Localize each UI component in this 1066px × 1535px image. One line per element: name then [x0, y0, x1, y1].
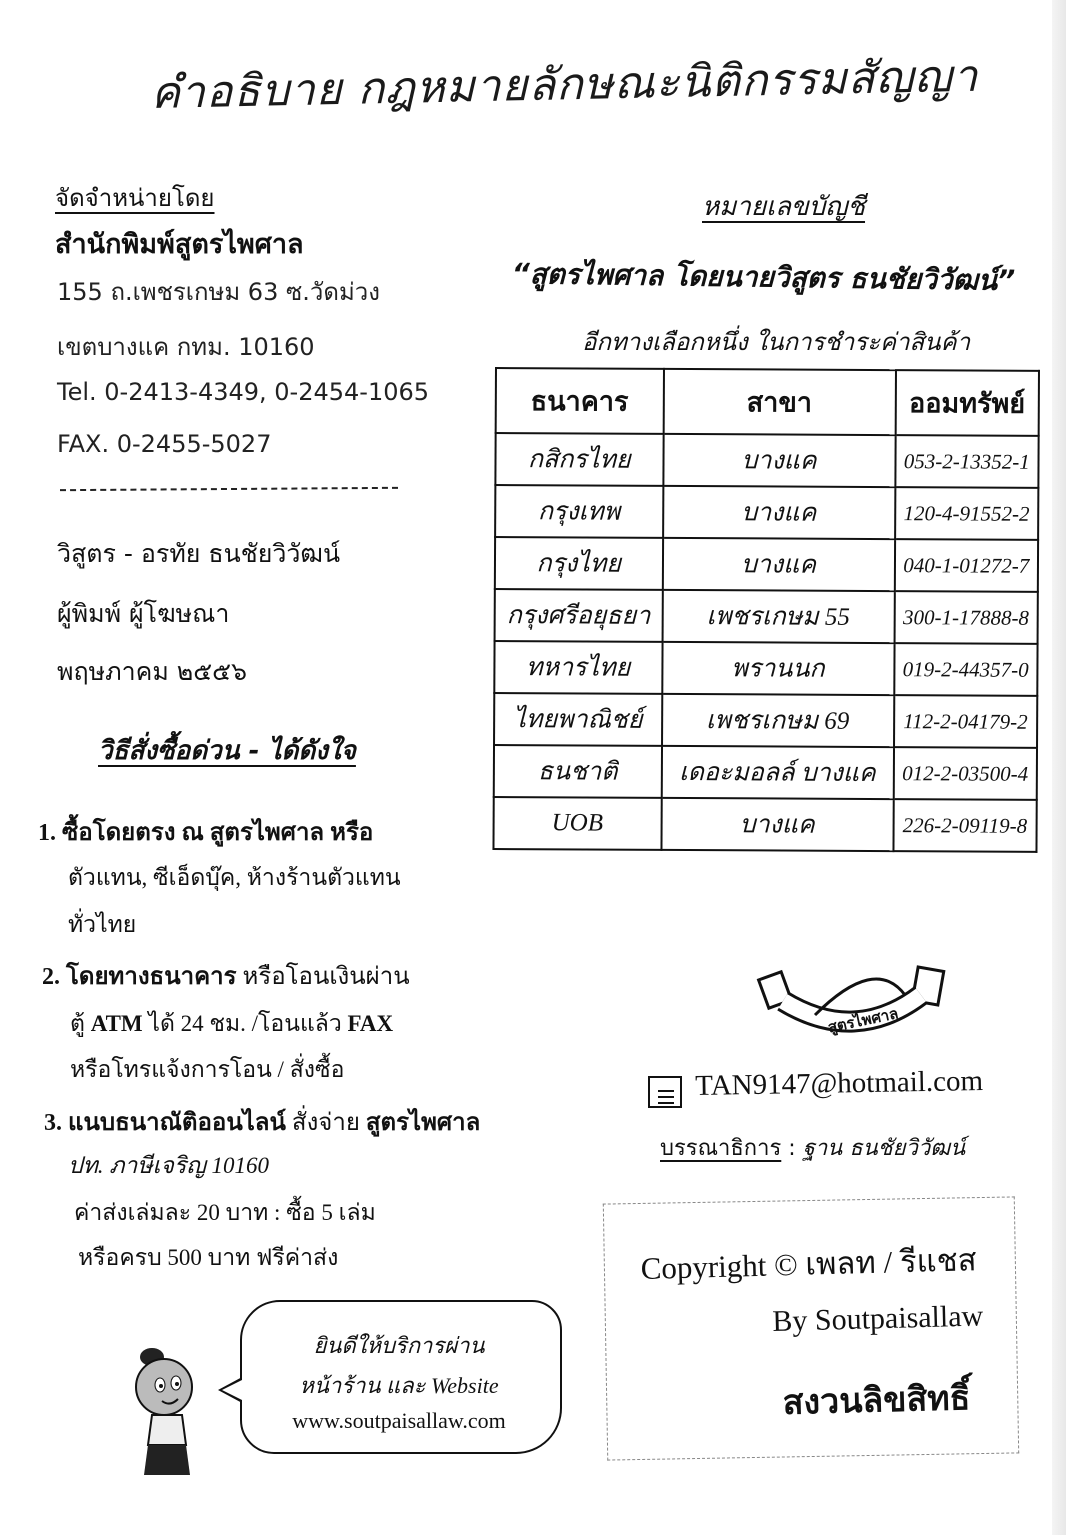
branch: พรานนก: [662, 642, 894, 695]
ordering-title: วิธีสั่งซื้อด่วน - ได้ดังใจ: [98, 736, 356, 766]
page-edge: [1052, 0, 1066, 1535]
table-row: [493, 797, 1036, 852]
address-line-2: เขตบางแค กทม. 10160: [57, 333, 315, 361]
distributor-label: จัดจำหน่ายโดย: [55, 184, 215, 212]
header-bank: ธนาคาร: [496, 368, 664, 434]
copyright-line-2: By Soutpaisallaw: [772, 1299, 984, 1338]
fax-label: FAX: [347, 1011, 394, 1036]
step-3-line-3: ค่าส่งเล่มละ 20 บาท : ซื้อ 5 เล่ม: [74, 1200, 376, 1225]
step-text: หรือโอนเงินผ่าน: [236, 964, 410, 990]
step-heading: โดยทางธนาคาร: [66, 964, 237, 990]
accounts-title: หมายเลขบัญชี: [702, 192, 866, 222]
account-number: 120-4-91552-2: [895, 487, 1039, 540]
atm-label: ATM: [90, 1011, 143, 1036]
publisher-name: สำนักพิมพ์สูตรไพศาล: [55, 229, 304, 260]
table-header-row: [496, 368, 1039, 436]
credit-names: วิสูตร - อรทัย ธนชัยวิวัฒน์: [57, 539, 341, 568]
account-number: 012-2-03500-4: [893, 747, 1037, 800]
step-text: ได้ 24 ชม. /โอนแล้ว: [142, 1011, 348, 1036]
email-icon: [648, 1076, 682, 1108]
account-number: 300-1-17888-8: [894, 591, 1038, 644]
branch: เพชรเกษม 69: [662, 694, 894, 747]
account-holder-name: “สูตรไพศาล โดยนายวิสูตร ธนชัยวิวัฒน์”: [511, 256, 1016, 298]
account-number: 040-1-01272-7: [894, 539, 1038, 592]
bank-name: กสิกรไทย: [495, 433, 663, 486]
step-number: 1.: [38, 820, 56, 846]
telephone: Tel. 0-2413-4349, 0-2454-1065: [57, 378, 430, 406]
branch: บางแค: [663, 434, 895, 487]
editor-label: บรรณาธิการ: [660, 1136, 782, 1161]
logo-text: สูตรไพศาล: [826, 1004, 900, 1037]
step-3-line-4: หรือครบ 500 บาท ฟรีค่าส่ง: [78, 1245, 339, 1270]
branch: บางแค: [662, 538, 894, 591]
step-text: สั่งจ่าย: [285, 1110, 366, 1136]
bubble-line-1: ยินดีให้บริการผ่าน: [313, 1333, 485, 1358]
order-step-3: [44, 1102, 480, 1141]
editor-credit: [660, 1130, 965, 1165]
order-step-2: [42, 956, 410, 995]
dashed-divider: [60, 487, 398, 491]
table-row: [495, 485, 1038, 540]
branch: บางแค: [661, 798, 893, 851]
accounts-subtitle: อีกทางเลือกหนึ่ง ในการชำระค่าสินค้า: [582, 328, 971, 356]
payee: สูตรไพศาล: [365, 1110, 481, 1136]
table-row: [494, 745, 1037, 800]
table-row: [495, 589, 1038, 644]
step-3-line-2: ปท. ภาษีเจริญ 10160: [68, 1153, 270, 1178]
order-step-1: [38, 812, 373, 851]
fax: FAX. 0-2455-5027: [57, 430, 272, 458]
publisher-logo-icon: [755, 965, 955, 1045]
bank-name: กรุงเทพ: [495, 485, 663, 538]
credit-date: พฤษภาคม ๒๕๕๖: [57, 657, 247, 686]
account-number: 019-2-44357-0: [894, 643, 1038, 696]
step-heading: แนบธนาณัติออนไลน์: [68, 1110, 286, 1136]
step-number: 3.: [44, 1110, 62, 1136]
step-2-line-3: หรือโทรแจ้งการโอน / สั่งซื้อ: [70, 1057, 345, 1082]
table-row: [494, 641, 1037, 696]
table-row: [494, 693, 1037, 748]
bank-name: ทหารไทย: [494, 641, 662, 694]
bank-name: กรุงศรีอยุธยา: [495, 589, 663, 642]
step-2-line-2: [70, 1006, 393, 1042]
branch: บางแค: [663, 486, 895, 539]
step-number: 2.: [42, 964, 60, 990]
bank-name: ไทยพาณิชย์: [494, 693, 662, 746]
account-number: 053-2-13352-1: [895, 435, 1039, 488]
mascot-illustration: [130, 1345, 210, 1485]
step-text: ตู้: [70, 1011, 91, 1036]
header-branch: สาขา: [663, 369, 895, 435]
bank-name: ธนชาติ: [494, 745, 662, 798]
header-savings: ออมทรัพย์: [895, 370, 1039, 436]
step-1-line-3: ทั่วไทย: [68, 912, 137, 937]
copyright-line-1: Copyright © เพลท / รีแชส: [640, 1242, 977, 1286]
page-title: คำอธิบาย กฎหมายลักษณะนิติกรรมสัญญา: [150, 50, 979, 119]
account-number: 112-2-04179-2: [894, 695, 1038, 748]
table-row: [495, 433, 1038, 488]
account-number: 226-2-09119-8: [893, 799, 1037, 852]
credit-roles: ผู้พิมพ์ ผู้โฆษณา: [57, 599, 230, 628]
step-1-line-2: ตัวแทน, ซีเอ็ดบุ๊ค, ห้างร้านตัวแทน: [68, 865, 401, 890]
contact-email[interactable]: TAN9147@hotmail.com: [695, 1064, 984, 1102]
bubble-line-2: หน้าร้าน และ Website: [299, 1373, 499, 1398]
bank-name: UOB: [493, 797, 661, 850]
website-url: www.soutpaisallaw.com: [292, 1408, 506, 1433]
branch: เดอะมอลล์ บางแค: [661, 746, 893, 799]
bank-accounts-table: [492, 367, 1040, 853]
editor-name: ฐาน ธนชัยวิวัฒน์: [802, 1136, 966, 1161]
copyright-line-3: สงวนลิขสิทธิ์: [782, 1378, 971, 1423]
branch: เพชรเกษม 55: [662, 590, 894, 643]
address-line-1: 155 ถ.เพชรเกษม 63 ซ.วัดม่วง: [57, 278, 380, 306]
step-heading: ซื้อโดยตรง ณ สูตรไพศาล หรือ: [62, 820, 374, 846]
editor-separator: :: [781, 1136, 803, 1161]
table-row: [495, 537, 1038, 592]
bank-name: กรุงไทย: [495, 537, 663, 590]
